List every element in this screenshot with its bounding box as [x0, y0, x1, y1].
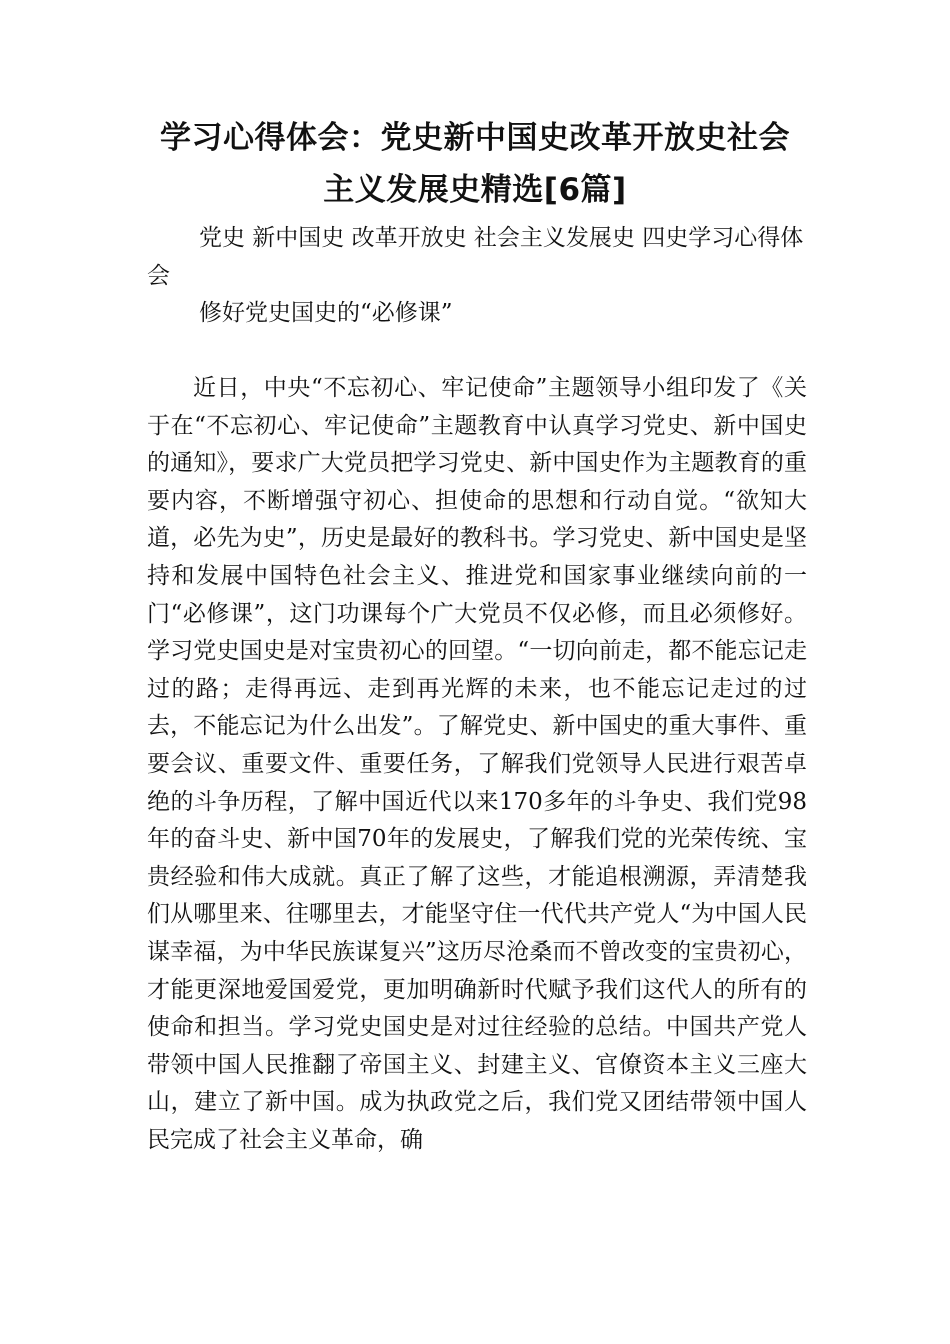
- keywords-line: 党史 新中国史 改革开放史 社会主义发展史 四史学习心得体会: [147, 225, 804, 289]
- document-title: [130, 112, 820, 216]
- section-subtitle: 修好党史国史的“必修课”: [199, 300, 453, 326]
- title-line-1: 学习心得体会：党史新中国史改革开放史社会: [160, 120, 790, 156]
- body-paragraph: 近日，中央“不忘初心、牢记使命”主题领导小组印发了《关于在“不忘初心、牢记使命”主题教育中认真学习党史、新中国史的通知》，要求广大党员把学习党史、新中国史作为主题教育的重要内容，不断增强守初心、担使命的思想和行动自觉。“欲知大道，必先为史”，历史是最好的教科书。学习党史、新中国史是坚持和发展中国特色社会主义、推进党和国家事业继续向前的一门“必修课”，这门功课每个广大党员不仅必修，而且必须修好。学习党史国史是对宝贵初心的回望。“一切向前走，都不能忘记走过的路；走得再远、走到再光辉的未来，也不能忘记走过的过去，不能忘记为什么出发”。了解党史、新中国史的重大事件、重要会议、重要文件、重要任务，了解我们党领导人民进行艰苦卓绝的斗争历程，了解中国近代以来170多年的斗争史、我们党98年的奋斗史、新中国70年的发展史，了解我们党的光荣传统、宝贵经验和伟大成就。真正了解了这些，才能追根溯源，弄清楚我们从哪里来、往哪里去，才能坚守住一代代共产党人“为中国人民谋幸福，为中华民族谋复兴”这历尽沧桑而不曾改变的宝贵初心，才能更深地爱国爱党，更加明确新时代赋予我们这代人的所有的使命和担当。学习党史国史是对过往经验的总结。中国共产党人带领中国人民推翻了帝国主义、封建主义、官僚资本主义三座大山，建立了新中国。成为执政党之后，我们党又团结带领中国人民完成了社会主义革命，确: [147, 375, 807, 1153]
- title-line-2: 主义发展史精选[6篇]: [323, 172, 627, 208]
